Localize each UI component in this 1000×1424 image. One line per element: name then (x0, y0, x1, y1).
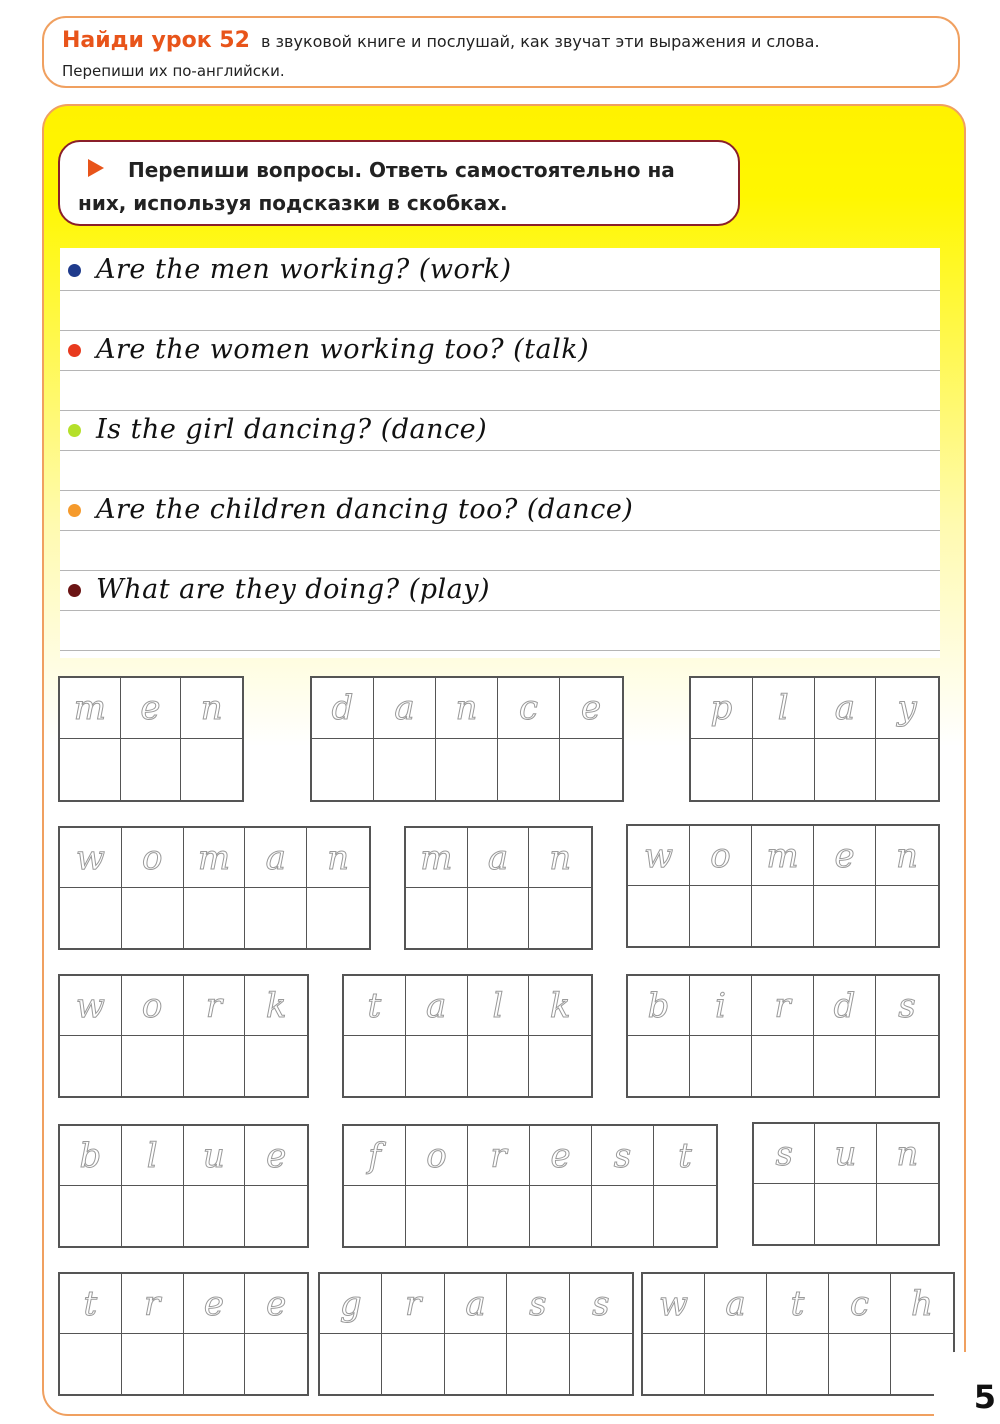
write-cell[interactable] (654, 1186, 716, 1246)
dotted-letter: a (487, 837, 509, 878)
trace-cell (445, 1274, 507, 1334)
dotted-letter: l (492, 985, 504, 1026)
dotted-letter: s (898, 985, 916, 1026)
trace-cell (122, 1126, 184, 1186)
write-cell[interactable] (122, 1186, 184, 1246)
dotted-letter: f (368, 1135, 381, 1176)
trace-cell (752, 826, 814, 886)
write-cell[interactable] (60, 1334, 122, 1394)
dotted-letter: u (202, 1135, 225, 1176)
dotted-letter: n (896, 1133, 919, 1174)
dotted-letter: l (777, 688, 789, 728)
dotted-letter: e (203, 1283, 224, 1324)
dotted-letter: r (774, 985, 791, 1026)
bullet-dot-icon (68, 504, 81, 517)
write-cell[interactable] (60, 888, 122, 948)
question-row (60, 568, 940, 648)
trace-cell (815, 678, 877, 739)
write-cell[interactable] (876, 886, 938, 946)
answer-rule (60, 650, 940, 651)
dotted-letter: m (73, 688, 106, 728)
write-cell[interactable] (406, 1186, 468, 1246)
dotted-letter: s (592, 1283, 610, 1324)
dotted-letter: s (613, 1135, 632, 1176)
write-cell[interactable] (815, 1184, 876, 1244)
bullet-dot-icon (68, 424, 81, 437)
trace-cell (628, 976, 690, 1036)
task-instruction-text: Перепиши вопросы. Ответь самостоятельно на них, используя подсказки в скобках. (78, 158, 675, 215)
trace-cell (876, 826, 938, 886)
question-rule (60, 290, 940, 291)
write-cell[interactable] (60, 1036, 122, 1096)
write-cell[interactable] (767, 1334, 829, 1394)
question-row (60, 248, 940, 328)
trace-cell (468, 828, 530, 888)
trace-cell (344, 976, 406, 1036)
dotted-letter: o (710, 835, 731, 876)
write-cell[interactable] (60, 1186, 122, 1246)
write-cell[interactable] (312, 739, 374, 800)
word-grid-play (689, 676, 940, 802)
word-grid-watch (641, 1272, 955, 1396)
trace-cell (60, 678, 121, 739)
header-line-2: Перепиши их по-английски. (62, 62, 285, 80)
dotted-letter: k (549, 985, 571, 1026)
trace-cell (752, 976, 814, 1036)
write-cell[interactable] (705, 1334, 767, 1394)
trace-cell (529, 828, 591, 888)
trace-cell (814, 826, 876, 886)
write-cell[interactable] (374, 739, 436, 800)
question-row (60, 408, 940, 488)
dotted-letter: w (658, 1283, 689, 1324)
write-cell[interactable] (815, 739, 877, 800)
trace-cell (815, 1124, 876, 1184)
dotted-letter: n (327, 837, 350, 878)
trace-cell (60, 828, 122, 888)
dotted-letter: b (647, 985, 670, 1026)
trace-cell (312, 678, 374, 739)
dotted-letter: e (550, 1135, 571, 1176)
question-rule (60, 450, 940, 451)
write-cell[interactable] (181, 739, 242, 800)
lesson-title: Найди урок 52 (62, 28, 250, 53)
word-grid-forest (342, 1124, 718, 1248)
dotted-letter: r (205, 985, 222, 1026)
dotted-letter: a (834, 688, 856, 728)
dotted-letter: a (265, 837, 286, 878)
trace-cell (891, 1274, 953, 1334)
write-cell[interactable] (344, 1186, 406, 1246)
word-grid-men (58, 676, 244, 802)
trace-cell (60, 1126, 122, 1186)
trace-cell (691, 678, 753, 739)
write-cell[interactable] (507, 1334, 569, 1394)
dotted-letter: u (834, 1133, 857, 1174)
write-cell[interactable] (60, 739, 121, 800)
trace-cell (592, 1126, 654, 1186)
trace-cell (529, 976, 591, 1036)
write-cell[interactable] (245, 1334, 307, 1394)
trace-cell (406, 976, 468, 1036)
bullet-dot-icon (68, 264, 81, 277)
word-grid-grass (318, 1272, 634, 1396)
dotted-letter: e (834, 835, 855, 876)
dotted-letter: n (549, 837, 572, 878)
trace-cell (753, 678, 815, 739)
write-cell[interactable] (245, 1036, 307, 1096)
write-cell[interactable] (829, 1334, 891, 1394)
dotted-letter: m (766, 835, 799, 876)
trace-cell (245, 1126, 307, 1186)
trace-cell (374, 678, 436, 739)
write-cell[interactable] (529, 888, 591, 948)
write-cell[interactable] (529, 1036, 591, 1096)
trace-cell (60, 976, 122, 1036)
write-cell[interactable] (307, 888, 369, 948)
question-row (60, 488, 940, 568)
dotted-letter: a (465, 1283, 486, 1324)
trace-cell (877, 1124, 938, 1184)
trace-cell (320, 1274, 382, 1334)
trace-cell (184, 1274, 246, 1334)
write-cell[interactable] (628, 886, 690, 946)
write-cell[interactable] (752, 886, 814, 946)
write-cell[interactable] (877, 1184, 938, 1244)
dotted-letter: r (143, 1283, 161, 1324)
dotted-letter: t (790, 1283, 805, 1324)
word-grid-tree (58, 1272, 309, 1396)
dotted-letter: i (715, 985, 726, 1026)
bullet-dot-icon (68, 344, 81, 357)
write-cell[interactable] (753, 739, 815, 800)
dotted-letter: a (425, 985, 447, 1026)
trace-cell (406, 828, 468, 888)
trace-cell (184, 1126, 246, 1186)
trace-cell (184, 976, 246, 1036)
trace-cell (468, 1126, 530, 1186)
word-grid-talk (342, 974, 593, 1098)
trace-cell (122, 976, 184, 1036)
write-cell[interactable] (468, 1036, 530, 1096)
question-text: Is the girl dancing? (dance) (96, 414, 488, 445)
write-cell[interactable] (245, 888, 307, 948)
write-cell[interactable] (468, 888, 530, 948)
dotted-letter: e (266, 1135, 287, 1176)
dotted-letter: w (75, 837, 105, 878)
dotted-letter: b (79, 1135, 102, 1176)
write-cell[interactable] (468, 1186, 530, 1246)
write-cell[interactable] (570, 1334, 632, 1394)
dotted-letter: o (141, 985, 163, 1026)
write-cell[interactable] (320, 1334, 382, 1394)
trace-cell (570, 1274, 632, 1334)
trace-cell (498, 678, 560, 739)
write-cell[interactable] (445, 1334, 507, 1394)
trace-cell (468, 976, 530, 1036)
page-number: 5 (973, 1378, 996, 1416)
dotted-letter: m (197, 837, 231, 878)
dotted-letter: m (420, 837, 453, 878)
dotted-letter: c (849, 1283, 870, 1324)
write-cell[interactable] (754, 1184, 815, 1244)
write-cell[interactable] (122, 888, 184, 948)
trace-cell (876, 976, 938, 1036)
dotted-letter: w (643, 835, 674, 876)
write-cell[interactable] (498, 739, 560, 800)
word-grid-sun (752, 1122, 940, 1246)
write-cell[interactable] (344, 1036, 406, 1096)
dotted-letter: o (141, 837, 163, 878)
write-cell[interactable] (122, 1036, 184, 1096)
write-cell[interactable] (406, 1036, 468, 1096)
dotted-letter: r (490, 1135, 507, 1176)
trace-cell (705, 1274, 767, 1334)
dotted-letter: t (83, 1283, 98, 1324)
question-rule (60, 370, 940, 371)
trace-cell (121, 678, 182, 739)
dotted-letter: d (833, 985, 856, 1026)
write-cell[interactable] (184, 888, 246, 948)
dotted-letter: r (404, 1283, 422, 1324)
dotted-letter: n (896, 835, 918, 876)
write-cell[interactable] (245, 1186, 307, 1246)
dotted-letter: n (200, 688, 223, 728)
trace-cell (344, 1126, 406, 1186)
dotted-letter: s (775, 1133, 793, 1174)
trace-cell (754, 1124, 815, 1184)
write-cell[interactable] (752, 1036, 814, 1096)
word-grid-blue (58, 1124, 309, 1248)
write-cell[interactable] (643, 1334, 705, 1394)
word-grid-women (626, 824, 940, 948)
trace-cell (245, 1274, 307, 1334)
trace-cell (122, 1274, 184, 1334)
instruction-header (42, 16, 960, 88)
write-cell[interactable] (814, 1036, 876, 1096)
write-cell[interactable] (530, 1186, 592, 1246)
trace-cell (406, 1126, 468, 1186)
dotted-letter: e (580, 688, 602, 728)
dotted-letter: c (518, 688, 539, 728)
question-row (60, 328, 940, 408)
header-line-1 (62, 28, 820, 53)
trace-cell (654, 1126, 716, 1186)
question-text: What are they doing? (play) (96, 574, 491, 605)
trace-cell (560, 678, 622, 739)
dotted-letter: a (394, 688, 415, 728)
trace-cell (767, 1274, 829, 1334)
write-cell[interactable] (184, 1334, 246, 1394)
trace-cell (690, 826, 752, 886)
trace-cell (307, 828, 369, 888)
task-instruction-box (58, 140, 740, 226)
dotted-letter: t (367, 985, 382, 1026)
write-cell[interactable] (184, 1186, 246, 1246)
write-cell[interactable] (184, 1036, 246, 1096)
write-cell[interactable] (690, 1036, 752, 1096)
dotted-letter: d (331, 688, 354, 728)
trace-cell (530, 1126, 592, 1186)
question-text: Are the women working too? (talk) (96, 334, 590, 365)
dotted-letter: g (339, 1283, 362, 1324)
dotted-letter: k (265, 985, 287, 1026)
question-rule (60, 610, 940, 611)
dotted-letter: y (897, 688, 917, 728)
write-cell[interactable] (690, 886, 752, 946)
header-instruction: в звуковой книге и послушай, как звучат эти выражения и слова. (261, 32, 820, 51)
write-cell[interactable] (628, 1036, 690, 1096)
write-cell[interactable] (406, 888, 468, 948)
trace-cell (181, 678, 242, 739)
write-cell[interactable] (382, 1334, 444, 1394)
trace-cell (628, 826, 690, 886)
dotted-letter: s (529, 1283, 547, 1324)
writing-lines-area (60, 248, 940, 658)
dotted-letter: t (678, 1135, 692, 1176)
trace-cell (436, 678, 498, 739)
question-text: Are the men working? (work) (96, 254, 512, 285)
write-cell[interactable] (122, 1334, 184, 1394)
dotted-letter: a (725, 1283, 746, 1324)
dotted-letter: e (266, 1283, 287, 1324)
trace-cell (245, 976, 307, 1036)
dotted-letter: w (75, 985, 105, 1026)
trace-cell (643, 1274, 705, 1334)
trace-cell (876, 678, 938, 739)
dotted-letter: l (146, 1135, 158, 1176)
trace-cell (690, 976, 752, 1036)
word-grid-birds (626, 974, 940, 1098)
write-cell[interactable] (560, 739, 622, 800)
word-grid-work (58, 974, 309, 1098)
dotted-letter: e (140, 688, 161, 728)
bullet-dot-icon (68, 584, 81, 597)
dotted-letter: n (455, 688, 478, 728)
trace-cell (245, 828, 307, 888)
word-grid-man (404, 826, 593, 950)
trace-cell (507, 1274, 569, 1334)
dotted-letter: o (426, 1135, 447, 1176)
trace-cell (382, 1274, 444, 1334)
write-cell[interactable] (592, 1186, 654, 1246)
write-cell[interactable] (876, 739, 938, 800)
write-cell[interactable] (691, 739, 753, 800)
word-grid-dance (310, 676, 624, 802)
dotted-letter: h (911, 1283, 933, 1324)
dotted-letter: p (710, 688, 733, 728)
trace-cell (60, 1274, 122, 1334)
write-cell[interactable] (876, 1036, 938, 1096)
question-text: Are the children dancing too? (dance) (96, 494, 634, 525)
write-cell[interactable] (436, 739, 498, 800)
write-cell[interactable] (814, 886, 876, 946)
trace-cell (829, 1274, 891, 1334)
write-cell[interactable] (121, 739, 182, 800)
trace-cell (814, 976, 876, 1036)
trace-cell (122, 828, 184, 888)
word-grid-woman (58, 826, 371, 950)
question-rule (60, 530, 940, 531)
trace-cell (184, 828, 246, 888)
